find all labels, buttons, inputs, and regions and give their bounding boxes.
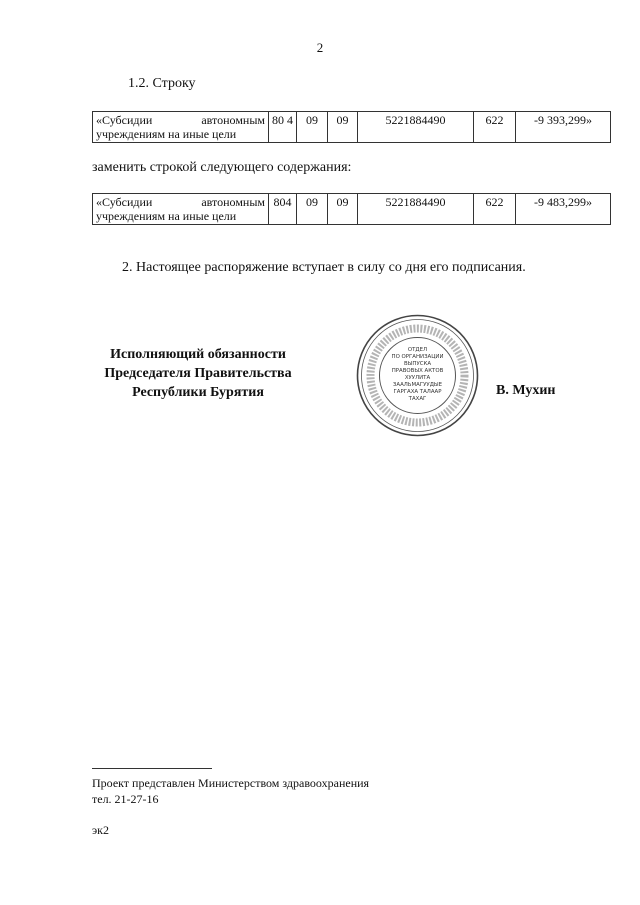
budget-item-name-line2: учреждениям на иные цели: [96, 209, 237, 223]
signatory-name: В. Мухин: [496, 383, 556, 398]
seal-line3: ВЫПУСКА: [403, 361, 432, 367]
ministry-code-cell: 804: [269, 194, 297, 225]
replace-text: заменить строкой следующего содержания:: [92, 160, 352, 175]
budget-item-name-line2: учреждениям на иные цели: [96, 127, 237, 141]
section-heading: 1.2. Строку: [128, 76, 196, 91]
signatory-title: [88, 345, 308, 402]
target-code-cell: 5221884490: [358, 194, 474, 225]
budget-item-name-line1: «Субсидии автономным: [96, 195, 265, 209]
ministry-code-cell: 80 4: [269, 112, 297, 143]
seal-line4: ПРАВОВЫХ АКТОВ: [391, 368, 444, 374]
page-number: 2: [316, 40, 324, 55]
budget-item-name: [93, 194, 269, 225]
new-row-table: [92, 193, 611, 225]
seal-line2: ПО ОРГАНИЗАЦИИ: [391, 354, 444, 360]
section-code-cell: 09: [297, 112, 328, 143]
budget-item-name-line1: «Субсидии автономным: [96, 113, 265, 127]
footnote-line1: Проект представлен Министерством здравоохранения: [92, 776, 370, 790]
subsection-code-cell: 09: [328, 112, 358, 143]
official-seal-icon: [355, 313, 480, 438]
section-code-cell: 09: [297, 194, 328, 225]
amount-cell: -9 483,299»: [516, 194, 611, 225]
seal-line5: ХУУЛИТА: [404, 375, 431, 381]
seal-line6: ЗААЛЬМАГУУДЫЕ: [392, 382, 443, 388]
table-row: [93, 194, 611, 225]
table-row: [93, 112, 611, 143]
signatory-title-line3: Республики Бурятия: [132, 385, 264, 400]
footnote-divider: [92, 768, 212, 769]
signatory-title-line1: Исполняющий обязанности: [110, 347, 286, 362]
signatory-title-line2: Председателя Правительства: [104, 366, 292, 381]
document-code: эк2: [92, 823, 109, 837]
seal-line7: ГАРГАХА ТАЛААР: [393, 389, 442, 395]
seal-line8: ТАХАГ: [408, 396, 427, 402]
target-code-cell: 5221884490: [358, 112, 474, 143]
paragraph-effective-date: 2. Настоящее распоряжение вступает в силу со дня его подписания.: [122, 260, 526, 275]
expense-type-cell: 622: [474, 112, 516, 143]
footnote: [92, 775, 369, 807]
budget-item-name: [93, 112, 269, 143]
old-row-table: [92, 111, 611, 143]
expense-type-cell: 622: [474, 194, 516, 225]
amount-cell: -9 393,299»: [516, 112, 611, 143]
footnote-line2: тел. 21-27-16: [92, 792, 159, 806]
seal-line1: ОТДЕЛ: [407, 347, 428, 353]
subsection-code-cell: 09: [328, 194, 358, 225]
